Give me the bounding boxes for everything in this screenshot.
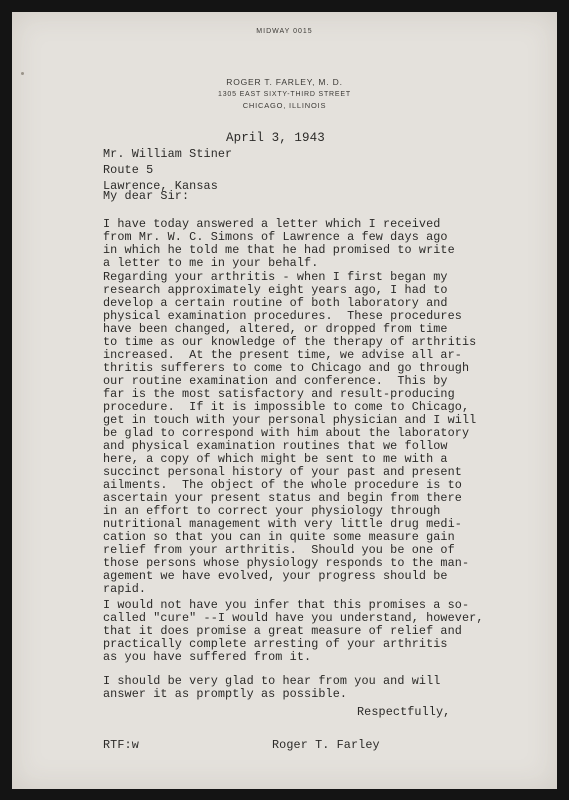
signer-name: Roger T. Farley — [272, 738, 380, 752]
paragraph-1: I have today answered a letter which I received from Mr. W. C. Simons of Lawrence a few days ago in which he told me that he had promised to write a letter to me in your behalf. — [103, 217, 455, 270]
salutation: My dear Sir: — [103, 189, 190, 203]
recipient-route: Route 5 — [103, 163, 154, 177]
typist-initials: RTF:w — [103, 738, 139, 752]
letterhead-phone: MIDWAY 0015 — [256, 28, 313, 35]
letterhead-city: CHICAGO, ILLINOIS — [242, 101, 327, 110]
recipient-block — [103, 146, 232, 194]
closing: Respectfully, — [357, 705, 451, 719]
letterhead-name: ROGER T. FARLEY, M. D. — [226, 77, 343, 87]
letter-date: April 3, 1943 — [226, 131, 325, 145]
letterhead-address: 1305 EAST SIXTY-THIRD STREET — [218, 91, 351, 98]
recipient-city: Lawrence, Kansas — [103, 179, 218, 193]
paragraph-3: I would not have you infer that this promises a so- called "cure" --I would have you understand, however, that it does promise a great measure of relief and practically complete arresting of your arthritis as you have suffered from it. — [103, 598, 484, 664]
paragraph-4: I should be very glad to hear from you and will answer it as promptly as possible. — [103, 674, 441, 701]
paragraph-2: Regarding your arthritis - when I first began my research approximately eight years ago, I had to develop a certain routine of both laboratory and physical examination procedures. These procedures have been changed, altered, or dropped from time to time as our knowledge of the therapy of arthritis increased. At the present time, we advise all ar- thritis sufferers to come to Chicago and go through our routine examination and conference. This by far is the most satisfactory and result-producing procedure. If it is impossible to come to Chicago, get in touch with your personal physician and I will be glad to correspond with him about the laboratory and physical examination routines that we follow here, a copy of which might be sent to me with a succinct personal history of your past and present ailments. The object of the whole procedure is to ascertain your present status and begin from there in an effort to correct your physiology through nutritional management with very little drug medi- cation so that you can in quite some measure gain relief from your arthritis. Should you be one of those persons whose physiology responds to the man- agement we have evolved, your progress should be rapid. — [103, 270, 477, 596]
paper-mark — [21, 72, 24, 75]
recipient-name: Mr. William Stiner — [103, 147, 233, 161]
letter-page — [12, 12, 557, 789]
